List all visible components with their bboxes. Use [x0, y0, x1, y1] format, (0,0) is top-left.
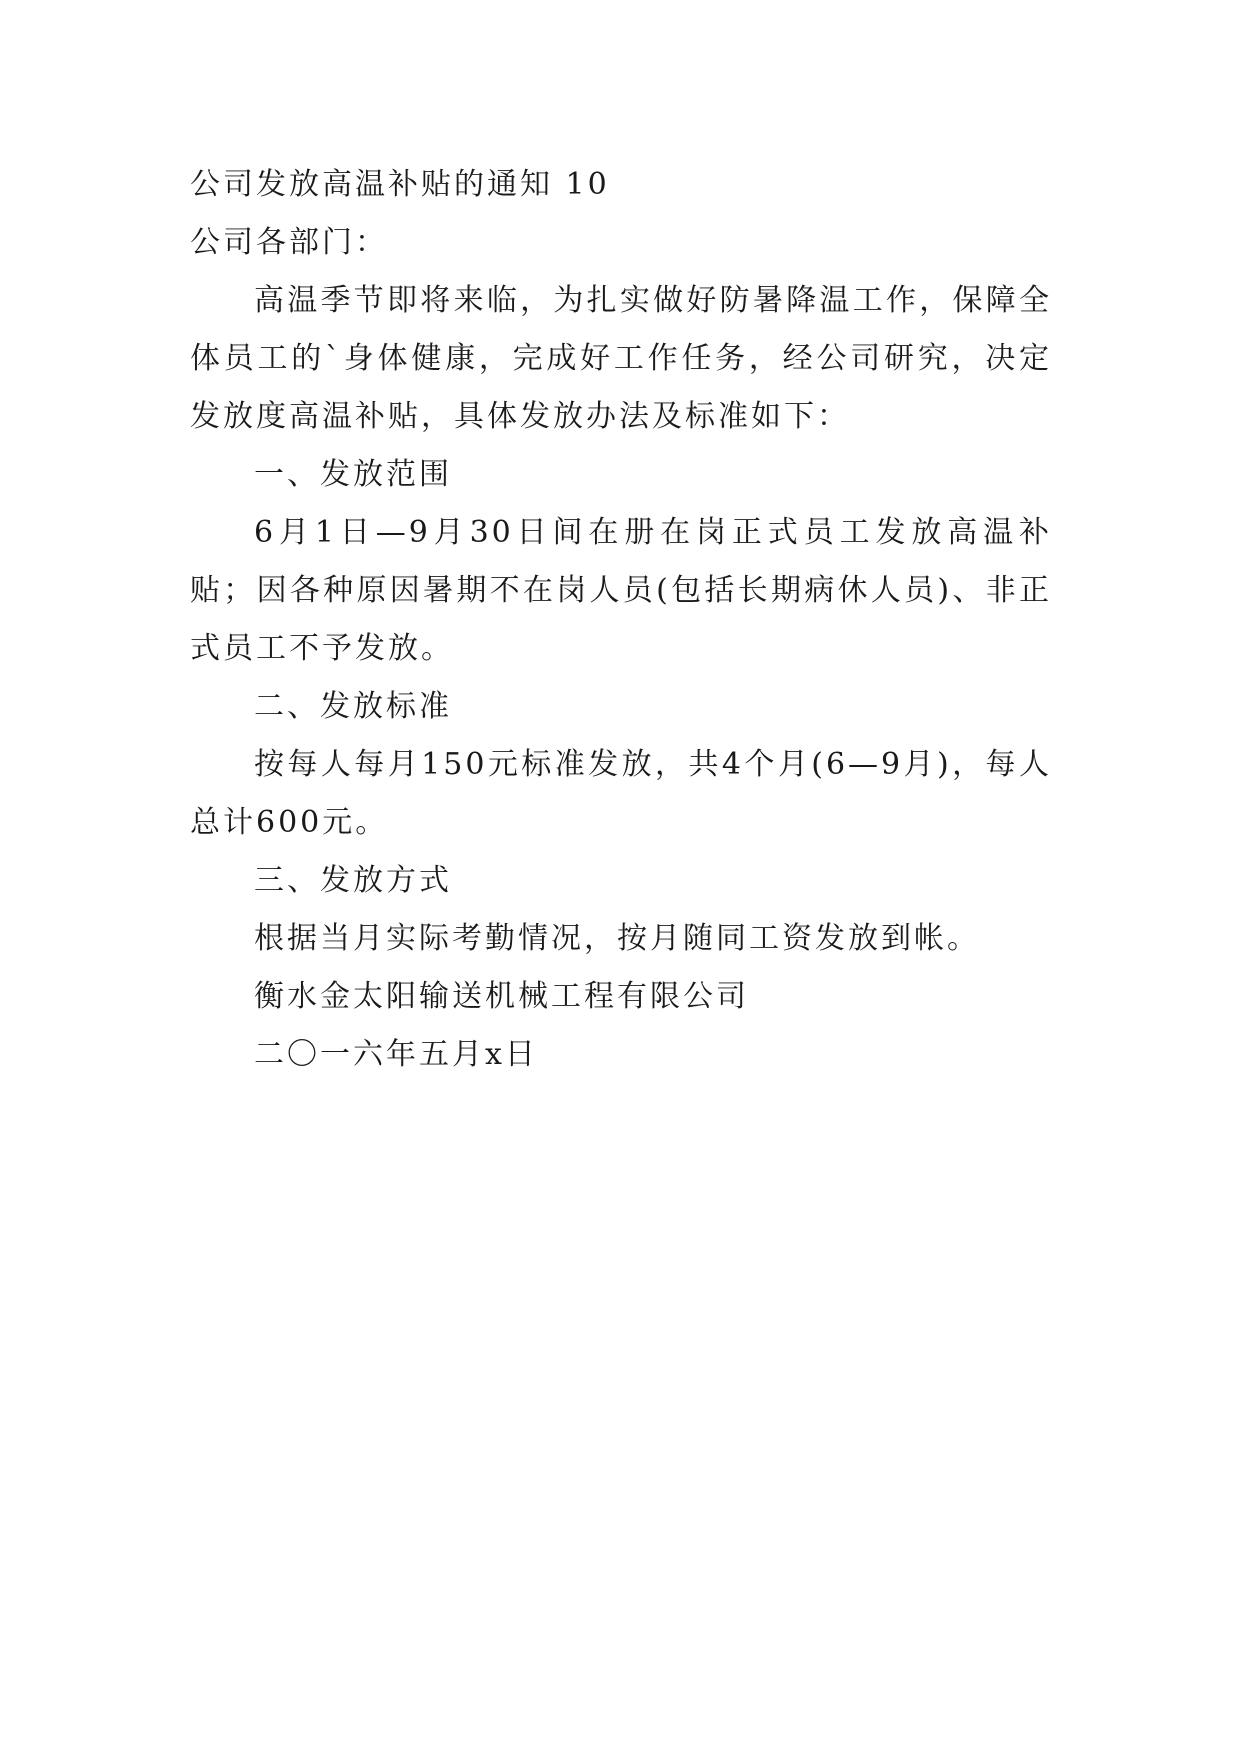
section-1-heading: 一、发放范围: [254, 457, 452, 492]
company-signature: 衡水金太阳输送机械工程有限公司: [254, 979, 749, 1014]
salutation: 公司各部门：: [190, 225, 388, 260]
section-3-heading: 三、发放方式: [254, 863, 452, 898]
section-2-body: 按每人每月150元标准发放，共4个月(6—9月)，每人总计600元。: [190, 747, 1052, 840]
intro-paragraph: 高温季节即将来临，为扎实做好防暑降温工作，保障全体员工的`身体健康，完成好工作任务，经公司研究，决定发放度高温补贴，具体发放办法及标准如下：: [190, 283, 1052, 434]
signature-date: 二〇一六年五月x日: [254, 1037, 538, 1072]
document-page: [190, 156, 1052, 1084]
section-3-body: 根据当月实际考勤情况，按月随同工资发放到帐。: [254, 921, 980, 956]
section-2-heading: 二、发放标准: [254, 689, 452, 724]
document-title: 公司发放高温补贴的通知 10: [190, 167, 610, 202]
section-1-body: 6月1日—9月30日间在册在岗正式员工发放高温补贴；因各种原因暑期不在岗人员(包括长期病休人员)、非正式员工不予发放。: [190, 515, 1052, 666]
